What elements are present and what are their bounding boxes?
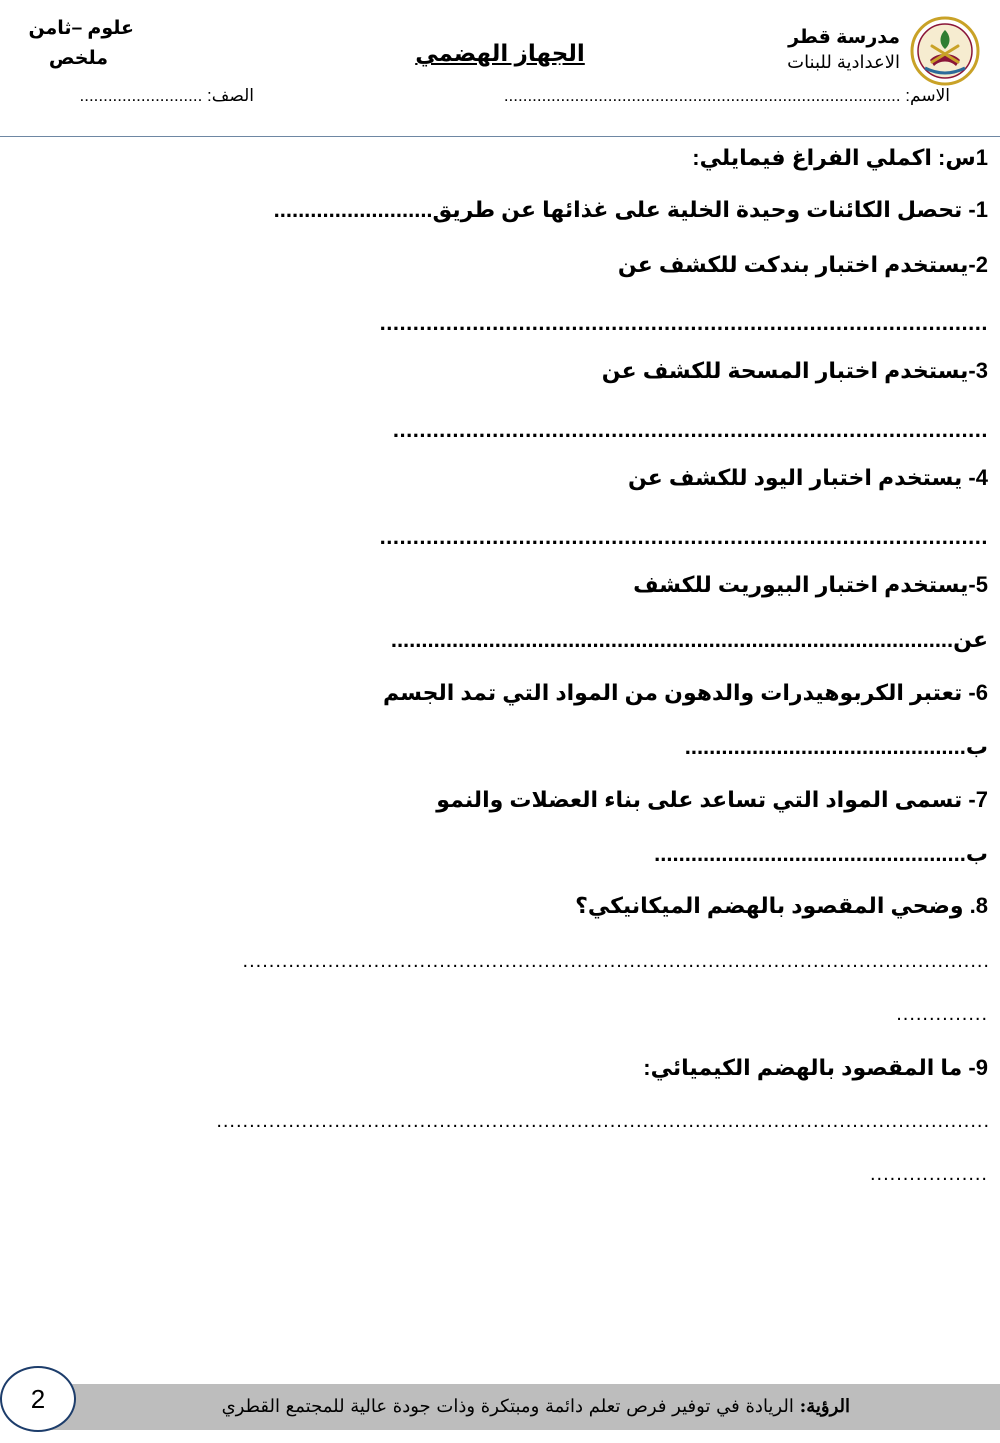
question-8-blank-line-2[interactable]: .............. xyxy=(896,1003,988,1025)
qatar-emblem-icon xyxy=(910,16,980,86)
question-1 xyxy=(58,197,988,223)
school-type: الاعدادية للبنات xyxy=(787,52,900,72)
question-2: 2-يستخدم اختبار بندكت للكشف عن xyxy=(617,252,988,277)
question-9-blank-line-2[interactable]: .................. xyxy=(869,1163,988,1185)
question-6: 6- تعتبر الكربوهيدرات والدهون من المواد التي تمد الجسم xyxy=(382,680,988,705)
student-name-field[interactable]: الاسم: .................................................................................... xyxy=(503,86,950,105)
school-name: مدرسة قطر xyxy=(788,27,900,48)
vision-statement xyxy=(60,1384,850,1430)
summary-label: ملخص xyxy=(48,48,108,69)
question-7-blank[interactable]: ب................................................... xyxy=(654,841,988,866)
question-8-blank-line-1[interactable]: .................................................................................................................. xyxy=(242,950,990,972)
question-4-blank[interactable]: ............................................................................................ xyxy=(379,524,988,549)
subject-block xyxy=(14,14,134,74)
question-5-blank[interactable]: عن............................................................................................ xyxy=(390,627,988,652)
question-2-blank[interactable]: ............................................................................................ xyxy=(379,310,988,335)
header-divider xyxy=(0,136,1000,137)
question-1-blank[interactable]: .......................... xyxy=(273,197,433,222)
question-9: 9- ما المقصود بالهضم الكيميائي: xyxy=(643,1055,988,1080)
question-4: 4- يستخدم اختبار اليود للكشف عن xyxy=(627,465,988,490)
section-heading: 1س: اكملي الفراغ فيمايلي: xyxy=(692,145,988,170)
subject-label: علوم –ثامن xyxy=(28,18,134,39)
question-3-blank[interactable]: .......................................................................................... xyxy=(392,417,988,442)
vision-text: الريادة في توفير فرص تعلم دائمة ومبتكرة وذات جودة عالية للمجتمع القطري xyxy=(221,1396,800,1417)
vision-label: الرؤية: xyxy=(799,1396,850,1417)
question-5: 5-يستخدم اختبار البيوريت للكشف xyxy=(633,572,988,597)
question-3: 3-يستخدم اختبار المسحة للكشف عن xyxy=(601,358,988,383)
question-9-blank-line-1[interactable]: ...................................................................................................................... xyxy=(216,1110,990,1132)
question-7: 7- تسمى المواد التي تساعد على بناء العضلات والنمو xyxy=(436,787,988,812)
question-8: 8. وضحي المقصود بالهضم الميكانيكي؟ xyxy=(575,893,988,918)
question-6-blank[interactable]: ب.............................................. xyxy=(684,734,988,759)
school-block xyxy=(680,26,900,74)
page-number: 2 xyxy=(0,1366,76,1432)
question-1-text: 1- تحصل الكائنات وحيدة الخلية على غذائها عن طريق xyxy=(432,197,988,222)
page-title: الجهاز الهضمي xyxy=(415,40,585,66)
class-field[interactable]: الصف: .......................... xyxy=(79,86,254,105)
